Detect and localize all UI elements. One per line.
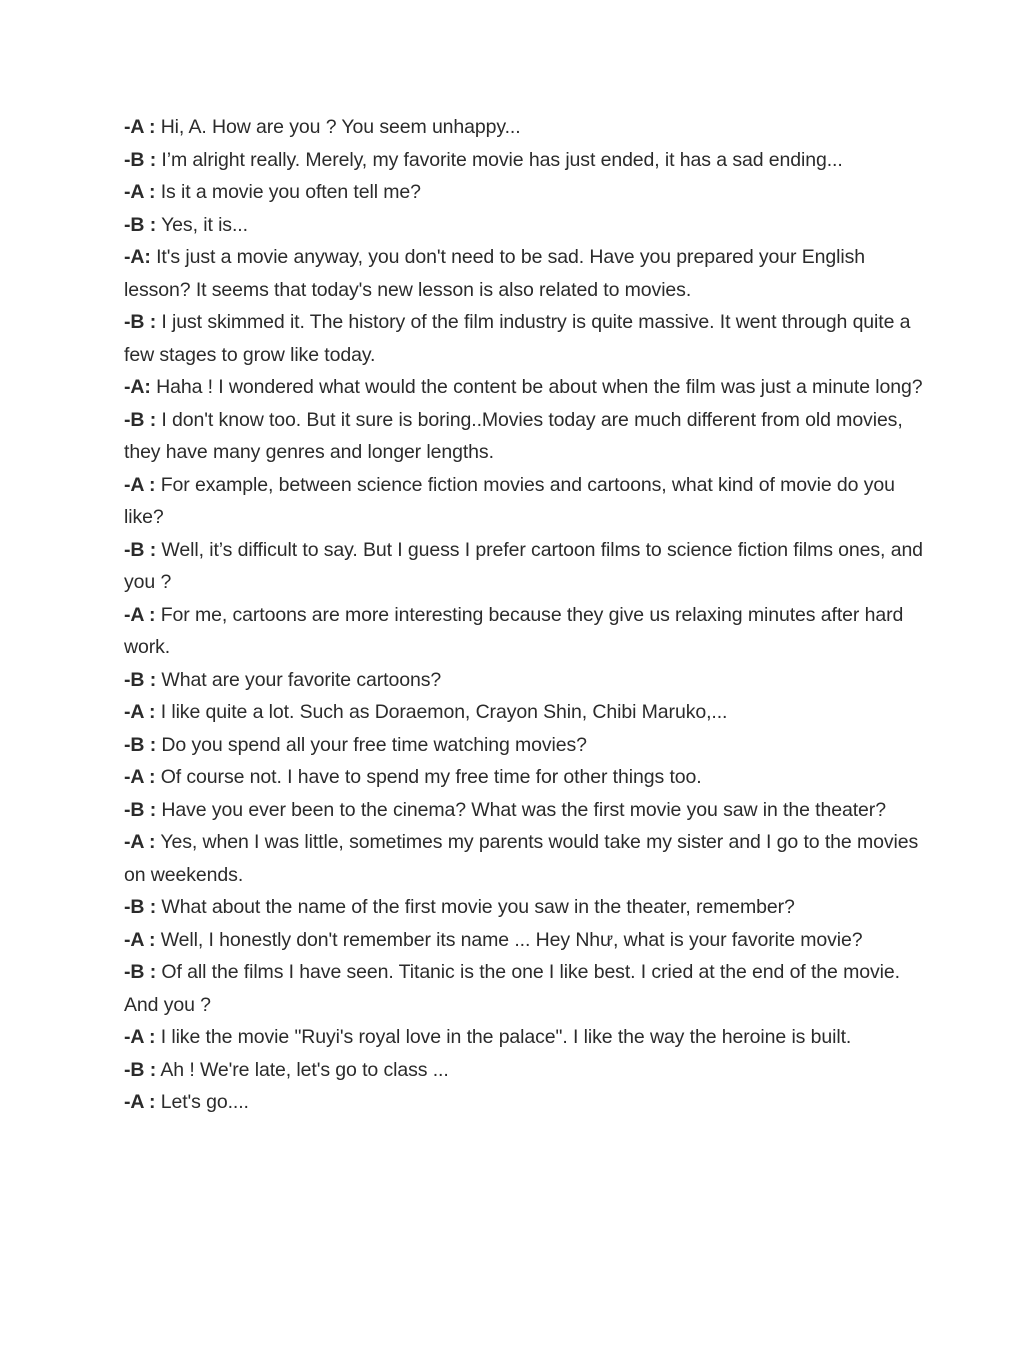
dialogue-line bbox=[124, 664, 924, 697]
speaker-label: -A : bbox=[124, 116, 156, 138]
line-text: I like the movie "Ruyi's royal love in the palace". I like the way the heroine is built. bbox=[160, 1026, 852, 1048]
dialogue-line bbox=[124, 176, 924, 209]
line-text: What about the name of the first movie you saw in the theater, remember? bbox=[161, 896, 795, 918]
line-text: I’m alright really. Merely, my favorite movie has just ended, it has a sad ending... bbox=[161, 148, 843, 171]
line-text: I don't know too. But it sure is boring..Movies today are much different from old movies, they have many genres and longer lengths. bbox=[124, 408, 903, 463]
speaker-label: -B : bbox=[124, 961, 157, 983]
speaker-label: -B : bbox=[124, 798, 157, 821]
line-text: It's just a movie anyway, you don't need to be sad. Have you prepared your English lesson? It seems that today's new lesson is also related to movies. bbox=[124, 246, 865, 301]
line-text: Ah ! We're late, let's go to class ... bbox=[160, 1058, 449, 1081]
dialogue-line bbox=[124, 306, 924, 371]
dialogue-line bbox=[124, 404, 924, 469]
speaker-label: -A : bbox=[124, 1026, 156, 1048]
speaker-label: -B : bbox=[124, 538, 157, 561]
line-text: Of all the films I have seen. Titanic is the one I like best. I cried at the end of the movie. And you ? bbox=[124, 961, 900, 1016]
speaker-label: -A : bbox=[124, 928, 156, 951]
line-text: Haha ! I wondered what would the content be about when the film was just a minute long? bbox=[156, 376, 923, 398]
dialogue-line bbox=[124, 1054, 924, 1087]
dialogue-line bbox=[124, 696, 924, 729]
line-text: Have you ever been to the cinema? What was the first movie you saw in the theater? bbox=[161, 798, 886, 821]
speaker-label: -B : bbox=[124, 148, 157, 171]
dialogue-line bbox=[124, 534, 924, 599]
dialogue-line bbox=[124, 469, 924, 534]
speaker-label: -B : bbox=[124, 668, 157, 691]
dialogue-line bbox=[124, 761, 924, 794]
line-text: Let's go.... bbox=[160, 1091, 249, 1113]
speaker-label: -A : bbox=[124, 831, 156, 853]
speaker-label: -B : bbox=[124, 408, 157, 431]
dialogue-line bbox=[124, 1021, 924, 1054]
speaker-label: -B : bbox=[124, 311, 157, 333]
speaker-label: -B : bbox=[124, 213, 157, 236]
line-text: I like quite a lot. Such as Doraemon, Crayon Shin, Chibi Maruko,... bbox=[160, 701, 728, 723]
line-text: Yes, it is... bbox=[161, 213, 248, 236]
dialogue bbox=[124, 111, 924, 1119]
speaker-label: -B : bbox=[124, 1058, 157, 1081]
line-text: Hi, A. How are you ? You seem unhappy... bbox=[160, 116, 521, 138]
speaker-label: -A : bbox=[124, 701, 156, 723]
speaker-label: -A: bbox=[124, 376, 151, 398]
line-text: Is it a movie you often tell me? bbox=[160, 181, 421, 203]
dialogue-line bbox=[124, 729, 924, 762]
dialogue-line bbox=[124, 1086, 924, 1119]
line-text: What are your favorite cartoons? bbox=[161, 668, 442, 691]
line-text: Yes, when I was little, sometimes my parents would take my sister and I go to the movies on weekends. bbox=[124, 831, 919, 886]
speaker-label: -A: bbox=[124, 246, 151, 268]
speaker-label: -A : bbox=[124, 473, 156, 496]
line-text: Well, I honestly don't remember its name ... Hey Như, what is your favorite movie? bbox=[160, 928, 863, 951]
dialogue-line bbox=[124, 794, 924, 827]
dialogue-line bbox=[124, 209, 924, 242]
dialogue-line bbox=[124, 924, 924, 957]
dialogue-line bbox=[124, 241, 924, 306]
dialogue-line bbox=[124, 891, 924, 924]
line-text: Well, it’s difficult to say. But I guess I prefer cartoon films to science fiction films ones, and you ? bbox=[124, 538, 923, 593]
dialogue-line bbox=[124, 956, 924, 1021]
dialogue-line bbox=[124, 111, 924, 144]
dialogue-line bbox=[124, 599, 924, 664]
line-text: For me, cartoons are more interesting because they give us relaxing minutes after hard work. bbox=[124, 603, 904, 658]
line-text: I just skimmed it. The history of the film industry is quite massive. It went through quite a few stages to grow like today. bbox=[124, 311, 911, 366]
dialogue-line bbox=[124, 144, 924, 177]
speaker-label: -A : bbox=[124, 603, 156, 626]
line-text: For example, between science fiction movies and cartoons, what kind of movie do you like? bbox=[124, 473, 895, 528]
speaker-label: -B : bbox=[124, 896, 157, 918]
speaker-label: -A : bbox=[124, 1091, 156, 1113]
speaker-label: -A : bbox=[124, 181, 156, 203]
dialogue-line bbox=[124, 371, 924, 404]
speaker-label: -A : bbox=[124, 766, 156, 788]
dialogue-line bbox=[124, 826, 924, 891]
line-text: Of course not. I have to spend my free time for other things too. bbox=[160, 766, 702, 788]
speaker-label: -B : bbox=[124, 733, 157, 756]
line-text: Do you spend all your free time watching movies? bbox=[161, 733, 587, 756]
